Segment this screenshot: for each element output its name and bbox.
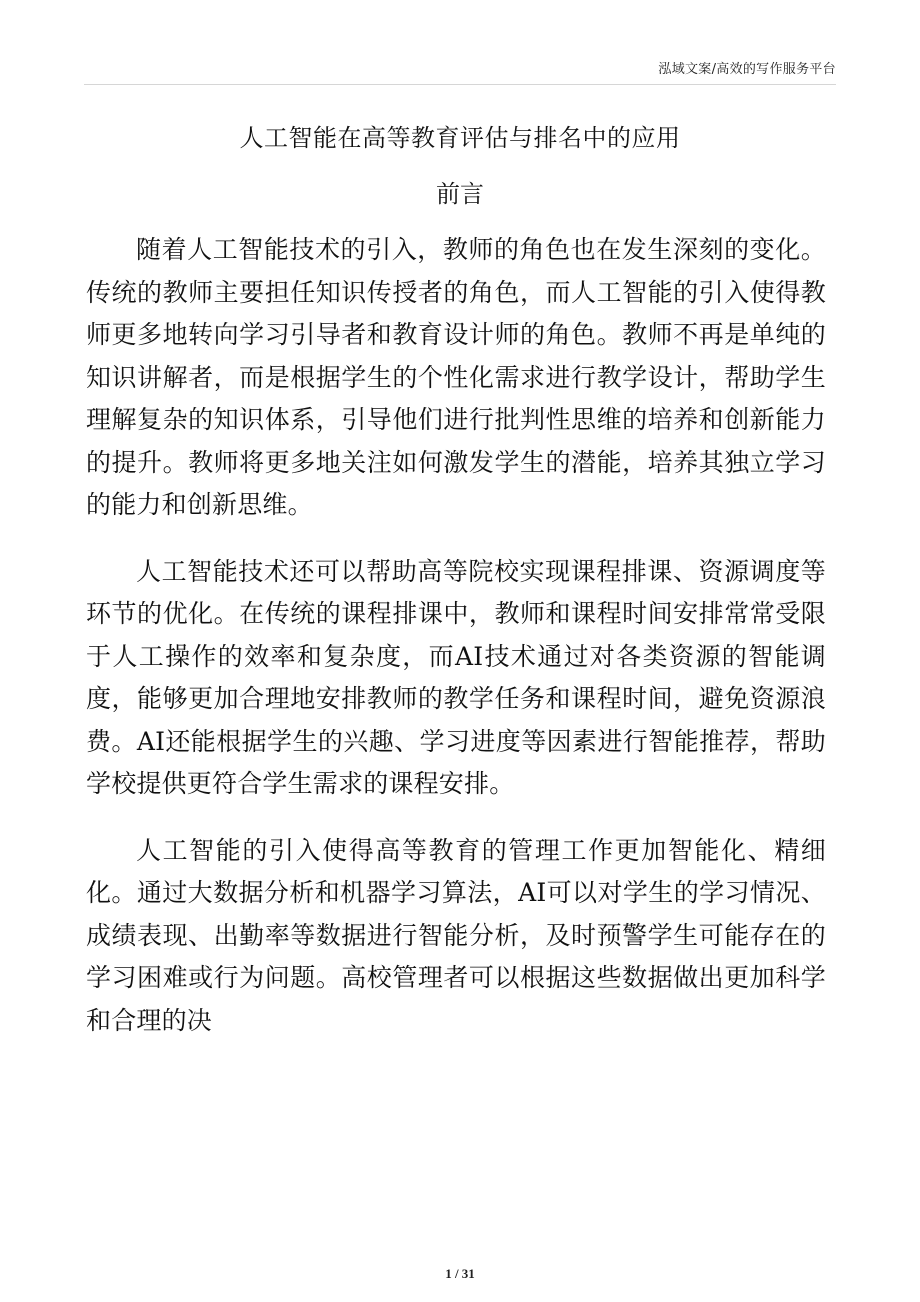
page-number: 1 / 31 xyxy=(445,1266,475,1281)
paragraph-3: 人工智能的引入使得高等教育的管理工作更加智能化、精细化。通过大数据分析和机器学习算法，AI可以对学生的学习情况、成绩表现、出勤率等数据进行智能分析，及时预警学生可能存在的学习困难或行为问题。高校管理者可以根据这些数据做出更加科学和合理的决 xyxy=(86,835,826,1035)
document-body xyxy=(86,229,826,1066)
section-heading: 前言 xyxy=(436,180,484,208)
document-title: 人工智能在高等教育评估与排名中的应用 xyxy=(239,124,681,152)
header-text: 泓域文案/高效的写作服务平台 xyxy=(658,62,836,77)
header-divider xyxy=(84,84,836,85)
paragraph-1: 随着人工智能技术的引入，教师的角色也在发生深刻的变化。传统的教师主要担任知识传授者的角色，而人工智能的引入使得教师更多地转向学习引导者和教育设计师的角色。教师不再是单纯的知识讲解者，而是根据学生的个性化需求进行教学设计，帮助学生理解复杂的知识体系，引导他们进行批判性思维的培养和创新能力的提升。教师将更多地关注如何激发学生的潜能，培养其独立学习的能力和创新思维。 xyxy=(86,235,826,519)
paragraph-2: 人工智能技术还可以帮助高等院校实现课程排课、资源调度等环节的优化。在传统的课程排课中，教师和课程时间安排常常受限于人工操作的效率和复杂度，而AI技术通过对各类资源的智能调度，能够更加合理地安排教师的教学任务和课程时间，避免资源浪费。AI还能根据学生的兴趣、学习进度等因素进行智能推荐，帮助学校提供更符合学生需求的课程安排。 xyxy=(86,556,826,798)
